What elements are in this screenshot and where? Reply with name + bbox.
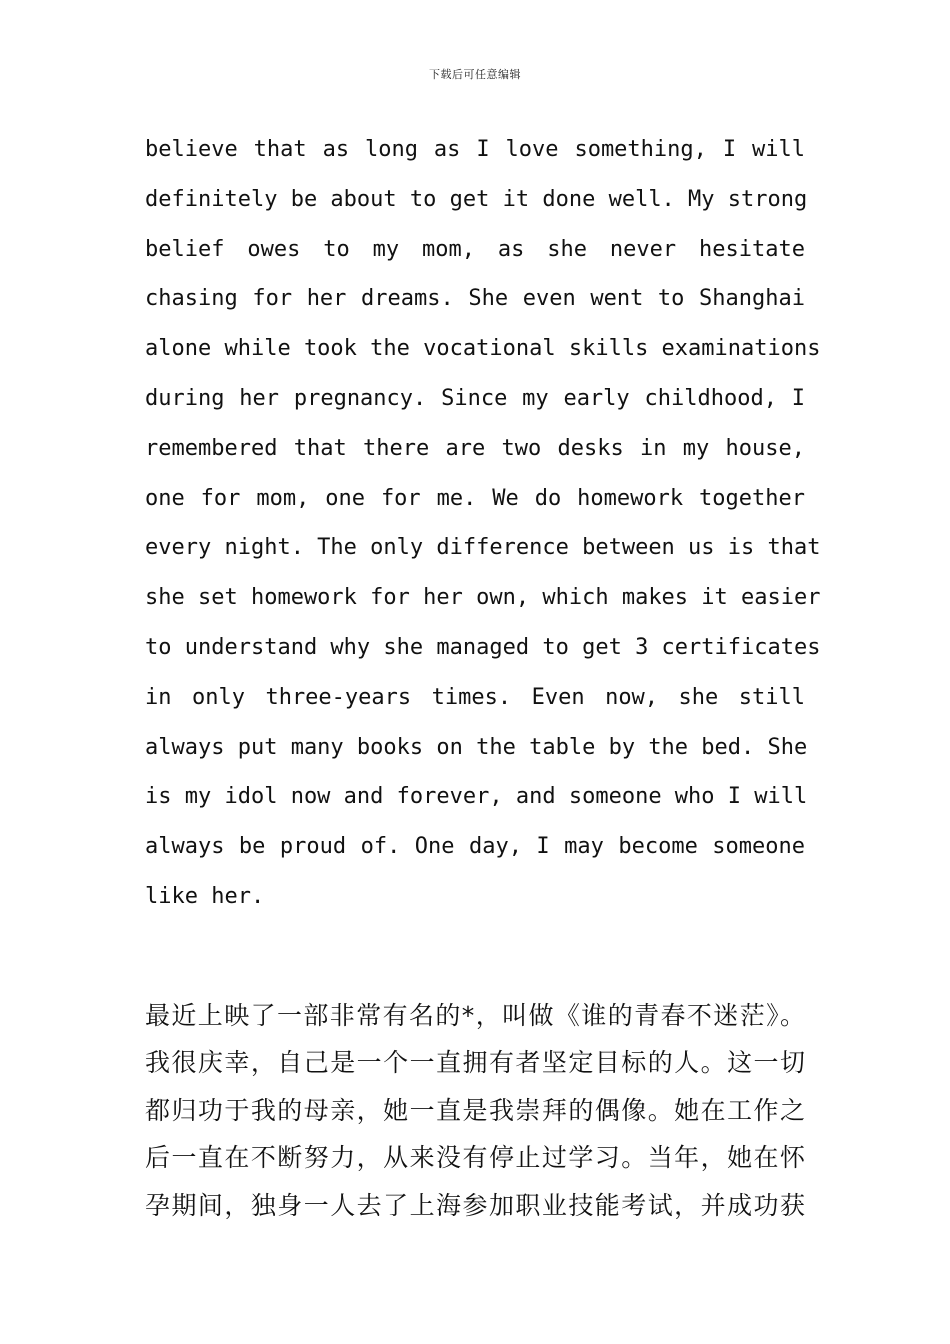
text-line: always put many books on the table by the bed. She bbox=[145, 734, 808, 760]
text-line: one for mom, one for me. We do homework together bbox=[145, 485, 805, 511]
text-line: chasing for her dreams. She even went to Shanghai bbox=[145, 286, 805, 312]
text-line: 孕期间，独身一人去了上海参加职业技能考试，并成功获 bbox=[145, 1190, 805, 1220]
text-line: definitely be about to get it done well. My strong bbox=[145, 186, 808, 212]
text-line: 后一直在不断努力，从来没有停止过学习。当年，她在怀 bbox=[145, 1143, 805, 1173]
text-line: is my idol now and forever, and someone who I will bbox=[145, 784, 808, 810]
text-line: remembered that there are two desks in my house, bbox=[145, 435, 805, 461]
english-paragraph bbox=[145, 125, 821, 922]
text-line: alone while took the vocational skills examinations bbox=[145, 336, 821, 362]
chinese-paragraph bbox=[145, 992, 805, 1230]
text-line: in only three-years times. Even now, she still bbox=[145, 684, 805, 710]
text-line: 我很庆幸，自己是一个一直拥有者坚定目标的人。这一切 bbox=[145, 1048, 805, 1078]
paragraph-gap bbox=[145, 922, 805, 992]
text-line: to understand why she managed to get 3 certificates bbox=[145, 634, 821, 660]
text-line: every night. The only difference between us is that bbox=[145, 535, 821, 561]
text-line: she set homework for her own, which makes it easier bbox=[145, 585, 821, 611]
text-line: always be proud of. One day, I may become someone bbox=[145, 834, 805, 860]
document-body bbox=[145, 125, 821, 1229]
text-line: 都归功于我的母亲，她一直是我崇拜的偶像。她在工作之 bbox=[145, 1095, 805, 1125]
text-line: 最近上映了一部非常有名的*，叫做《谁的青春不迷茫》。 bbox=[145, 1000, 805, 1030]
text-line: like her. bbox=[145, 883, 265, 909]
text-line: belief owes to my mom, as she never hesitate bbox=[145, 236, 805, 262]
page-header: 下载后可任意编辑 bbox=[429, 68, 521, 81]
text-line: during her pregnancy. Since my early childhood, I bbox=[145, 385, 805, 411]
text-line: believe that as long as I love something, I will bbox=[145, 137, 805, 162]
